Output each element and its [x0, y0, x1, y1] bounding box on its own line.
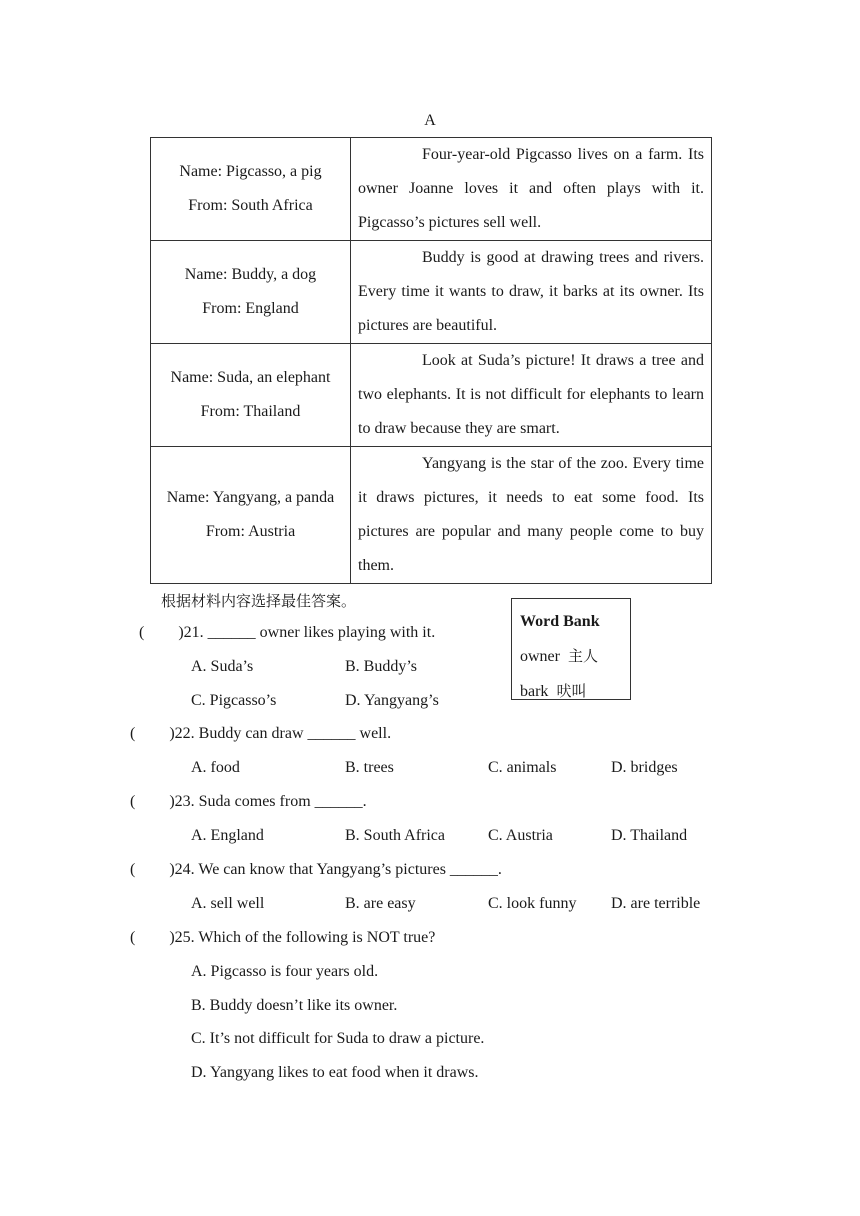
option: C. animals [488, 759, 557, 776]
option: D. are terrible [611, 895, 701, 912]
option: A. food [191, 759, 240, 776]
animal-name: Name: Yangyang, a panda [166, 489, 335, 506]
answer-paren-open: ( [130, 929, 136, 946]
question-text: )25. Which of the following is NOT true? [169, 929, 436, 946]
question-text: )23. Suda comes from ______. [169, 793, 367, 810]
answer-paren-open: ( [130, 725, 136, 742]
option: B. South Africa [345, 827, 445, 844]
animal-name: Name: Pigcasso, a pig [179, 163, 322, 180]
option: D. Yangyang likes to eat food when it draws. [191, 1064, 479, 1081]
section-heading: A [424, 112, 436, 129]
animal-artists-table [150, 137, 712, 584]
question-25 [130, 921, 435, 955]
option: C. look funny [488, 895, 577, 912]
option: D. bridges [611, 759, 678, 776]
option: A. sell well [191, 895, 265, 912]
question-24 [130, 853, 502, 887]
word-bank-entry [520, 674, 630, 709]
answer-paren-open: ( [130, 793, 136, 810]
option: A. Suda’s [191, 658, 254, 675]
animal-name: Name: Suda, an elephant [170, 369, 331, 386]
option: D. Thailand [611, 827, 688, 844]
option: B. trees [345, 759, 394, 776]
option: B. Buddy’s [345, 658, 418, 675]
animal-origin: From: Austria [205, 523, 296, 540]
option: A. England [191, 827, 264, 844]
table-row [151, 138, 712, 241]
animal-info-cell [151, 447, 351, 584]
word-bank-english: bark [520, 683, 549, 700]
option: C. Austria [488, 827, 553, 844]
animal-info-cell [151, 241, 351, 344]
option: A. Pigcasso is four years old. [191, 963, 379, 980]
animal-origin: From: England [202, 300, 299, 317]
animal-name: Name: Buddy, a dog [184, 266, 317, 283]
question-22 [130, 717, 391, 751]
word-bank-box [511, 598, 631, 700]
answer-paren-open: ( [139, 624, 145, 641]
word-bank-chinese: 吠叫 [556, 682, 587, 700]
question-21 [139, 616, 435, 650]
answer-paren-open: ( [130, 861, 136, 878]
option: C. Pigcasso’s [191, 692, 277, 709]
animal-origin: From: South Africa [188, 197, 313, 214]
question-23 [130, 785, 367, 819]
table-row [151, 241, 712, 344]
animal-info-cell [151, 138, 351, 241]
option: C. It’s not difficult for Suda to draw a picture. [191, 1030, 485, 1047]
word-bank-english: owner [520, 648, 560, 665]
word-bank-title: Word Bank [520, 613, 600, 630]
animal-description: Four-year-old Pigcasso lives on a farm. Its owner Joanne loves it and often plays with it. Pigcasso’s pictures sell well. [351, 138, 712, 241]
option: B. are easy [345, 895, 416, 912]
word-bank-chinese: 主人 [567, 647, 598, 665]
option: B. Buddy doesn’t like its owner. [191, 997, 398, 1014]
question-text: )21. ______ owner likes playing with it. [178, 624, 436, 641]
animal-description: Yangyang is the star of the zoo. Every time it draws pictures, it needs to eat some food. Its pictures are popular and many people come to buy them. [351, 447, 712, 584]
table-row [151, 447, 712, 584]
animal-description: Buddy is good at drawing trees and rivers. Every time it wants to draw, it barks at its owner. Its pictures are beautiful. [351, 241, 712, 344]
option: D. Yangyang’s [345, 692, 439, 709]
question-text: )24. We can know that Yangyang’s pictures ______. [169, 861, 502, 878]
question-text: )22. Buddy can draw ______ well. [169, 725, 392, 742]
animal-description: Look at Suda’s picture! It draws a tree and two elephants. It is not difficult for elephants to learn to draw because they are smart. [351, 344, 712, 447]
table-row [151, 344, 712, 447]
instruction-text: 根据材料内容选择最佳答案。 [161, 592, 357, 610]
animal-origin: From: Thailand [200, 403, 301, 420]
word-bank-entry [520, 639, 630, 674]
animal-info-cell [151, 344, 351, 447]
